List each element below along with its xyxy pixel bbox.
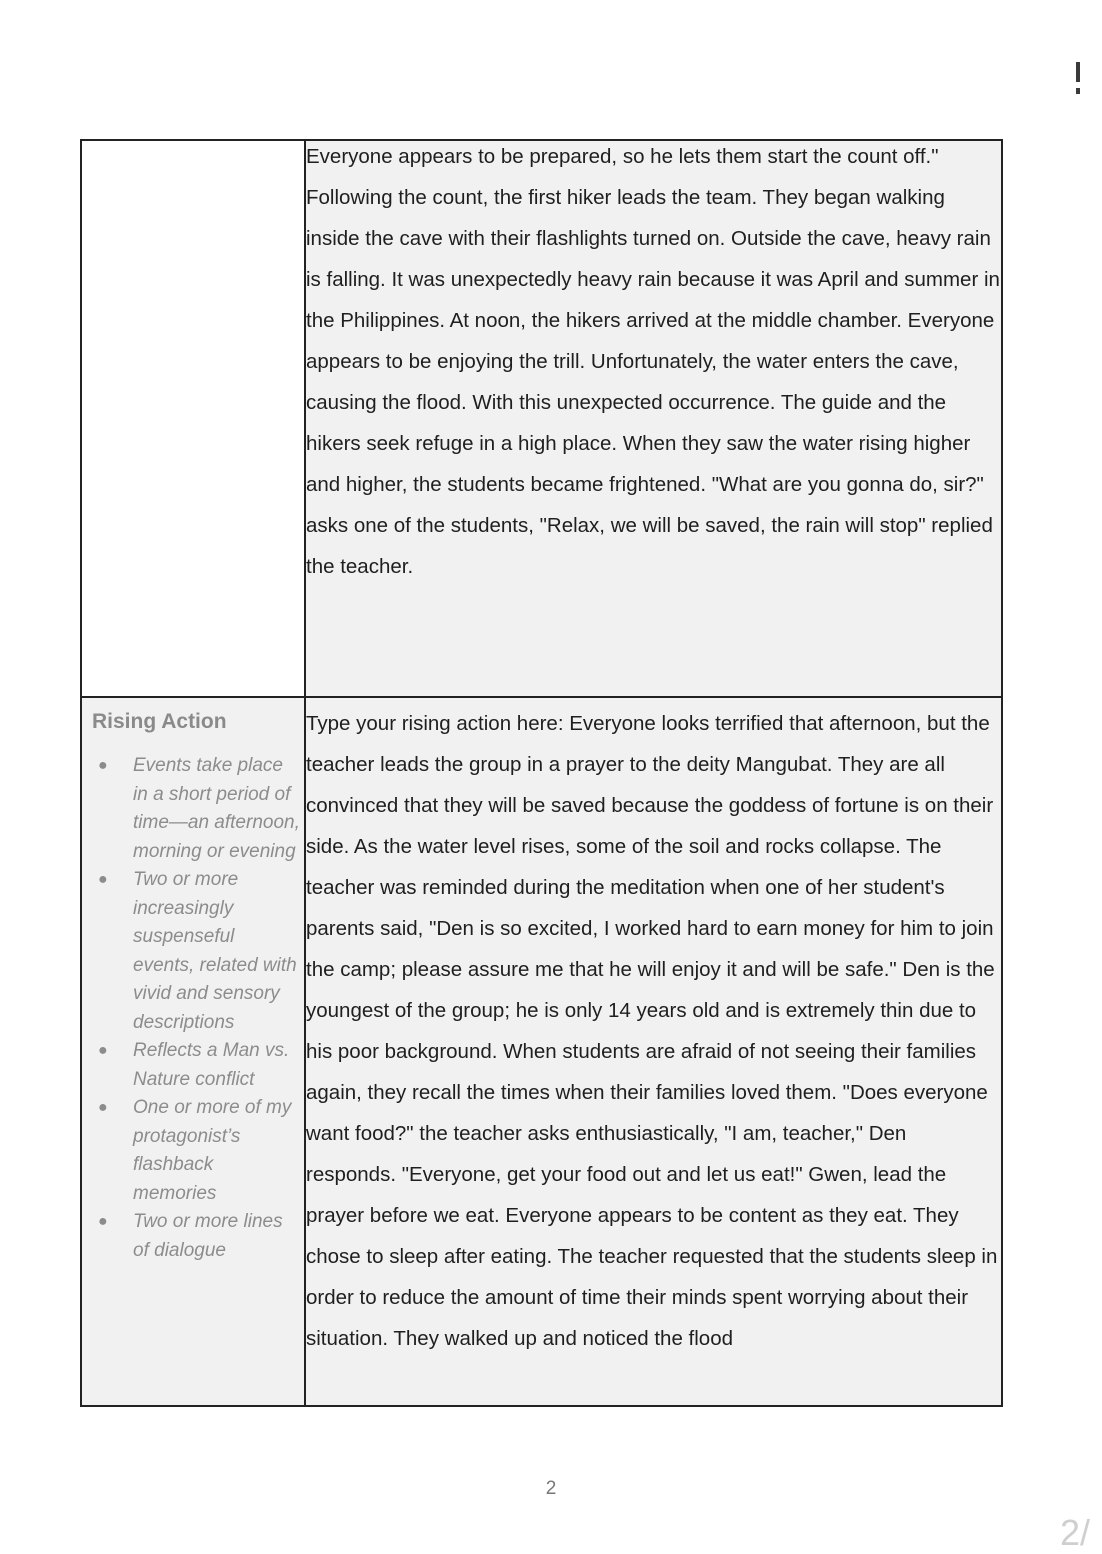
story-paragraph: Everyone appears to be prepared, so he lets them start the count off." Following the count, the first hiker leads the team. They began walking inside the cave with their flashlights turned on. Outside the cave, heavy rain is falling. It was unexpectedly heavy rain because it was April and summer in the Philippines. At noon, the hikers arrived at the middle chamber. Everyone appears to be enjoying the trill. Unfortunately, the water enters the cave, causing the flood. With this unexpected occurrence. The guide and the hikers seek refuge in a high place. When they saw the water rising higher and higher, the students became frightened. "What are you gonna do, sir?" asks one of the students, "Relax, we will be saved, the rain will stop" replied the teacher.	[306, 145, 1000, 578]
criteria-list	[82, 752, 304, 1265]
story-paragraph: Type your rising action here: Everyone looks terrified that afternoon, but the teacher leads the group in a prayer to the deity Mangubat. They are all convinced that they will be saved because the goddess of fortune is on their side. As the water level rises, some of the soil and rocks collapse. The teacher was reminded during the meditation when one of her student's parents said, "Den is so excited, I worked hard to earn money for him to join the camp; please assure me that he will enjoy it and will be safe." Den is the youngest of the group; he is only 14 years old and is extremely thin due to his poor background. When students are afraid of not seeing their families again, they recall the times when their families loved them. "Does everyone want food?" the teacher asks enthusiastically, "I am, teacher," Den responds. "Everyone, get your food out and let us eat!" Gwen, lead the prayer before we eat. Everyone appears to be content as they eat. They chose to sleep after eating. The teacher requested that the students sleep in order to reduce the amount of time their minds spent worrying about their situation. They walked up and noticed the flood	[306, 712, 998, 1350]
viewer-page-indicator: 2/	[1059, 1512, 1090, 1553]
bullet-icon: ●	[98, 871, 108, 888]
story-text-cell[interactable]	[305, 140, 1002, 697]
criteria-item-text: One or more of my protagonist’s flashback memories	[133, 1097, 292, 1204]
viewer-edge-mark	[1076, 62, 1080, 98]
criteria-item	[82, 1037, 304, 1094]
criteria-item-text: Reflects a Man vs. Nature conflict	[133, 1040, 290, 1090]
criteria-item	[82, 752, 304, 866]
criteria-item	[82, 1094, 304, 1208]
bullet-icon: ●	[98, 1099, 108, 1116]
section-heading-rising-action: Rising Action	[92, 710, 227, 733]
criteria-item	[82, 1208, 304, 1265]
table-row	[81, 140, 1002, 697]
plot-planning-table	[80, 139, 1003, 1407]
bullet-icon: ●	[98, 1042, 108, 1059]
criteria-item	[82, 866, 304, 1037]
story-text-cell[interactable]	[305, 697, 1002, 1406]
criteria-item-text: Two or more lines of dialogue	[133, 1211, 283, 1261]
table-row	[81, 697, 1002, 1406]
page-number: 2	[545, 1478, 557, 1499]
criteria-item-text: Two or more increasingly suspenseful events, related with vivid and sensory descriptions	[133, 869, 297, 1033]
bullet-icon: ●	[98, 757, 108, 774]
section-label-cell	[81, 140, 305, 697]
section-label-cell	[81, 697, 305, 1406]
bullet-icon: ●	[98, 1213, 108, 1230]
criteria-item-text: Events take place in a short period of time—an afternoon, morning or evening	[133, 755, 300, 862]
